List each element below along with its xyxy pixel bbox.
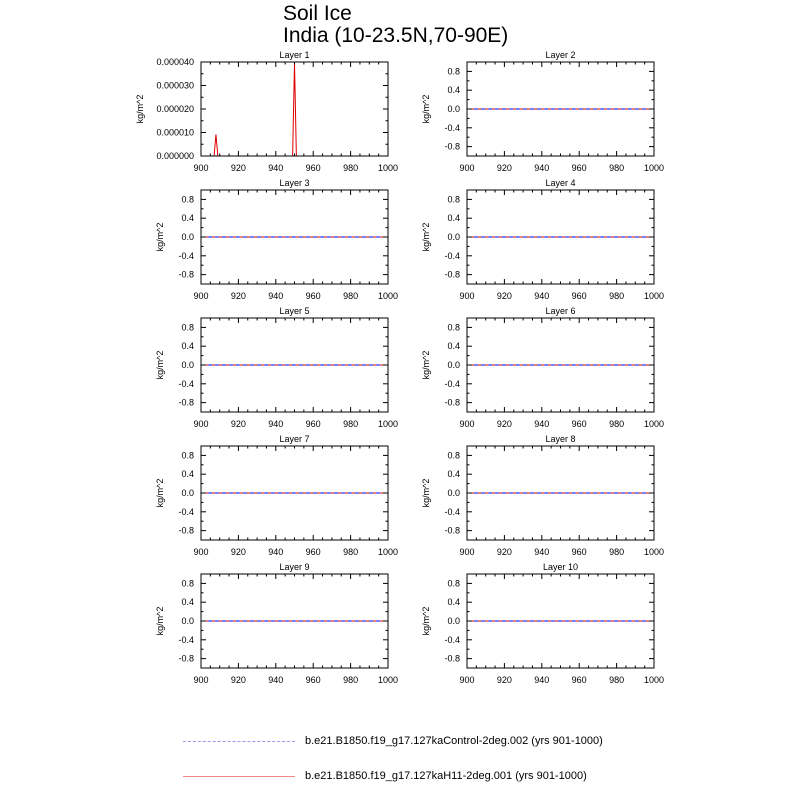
y-axis-label: kg/m^2 <box>421 94 431 124</box>
y-tick-label: 0.8 <box>447 322 460 333</box>
panel-title: Layer 10 <box>542 562 579 572</box>
x-tick-label: 960 <box>305 547 321 557</box>
x-tick-label: 1000 <box>643 675 665 685</box>
x-tick-label: 1000 <box>377 419 399 429</box>
x-tick-label: 900 <box>459 163 475 173</box>
y-tick-label: -0.8 <box>444 525 460 536</box>
x-tick-label: 940 <box>268 291 284 301</box>
y-tick-label: 0.0 <box>181 360 194 370</box>
y-tick-label: -0.8 <box>178 653 194 664</box>
x-tick-label: 940 <box>534 291 550 301</box>
x-tick-label: 980 <box>609 547 625 557</box>
legend-label-control: b.e21.B1850.f19_g17.127kaControl-2deg.002 (yrs 901-1000) <box>305 735 603 747</box>
x-tick-label: 960 <box>571 419 587 429</box>
y-tick-label: 0.000040 <box>156 57 194 67</box>
y-axis-label: kg/m^2 <box>421 350 431 380</box>
chart-panel <box>421 178 664 301</box>
chart-panel <box>421 50 664 173</box>
y-tick-label: 0.8 <box>447 194 460 205</box>
y-tick-label: -0.8 <box>444 141 460 152</box>
y-tick-label: -0.4 <box>444 378 460 389</box>
legend-swatch-h11 <box>183 776 295 777</box>
x-tick-label: 900 <box>193 547 209 557</box>
x-tick-label: 960 <box>305 291 321 301</box>
chart-panel <box>155 306 398 429</box>
y-tick-label: 0.8 <box>447 66 460 77</box>
y-tick-label: 0.0 <box>181 488 194 498</box>
x-tick-label: 920 <box>496 291 512 301</box>
series-line <box>201 62 388 156</box>
x-tick-label: 980 <box>609 163 625 173</box>
y-tick-label: -0.8 <box>444 397 460 408</box>
y-tick-label: 0.0 <box>447 360 460 370</box>
y-tick-label: -0.8 <box>444 269 460 280</box>
y-axis-label: kg/m^2 <box>155 478 165 508</box>
x-tick-label: 920 <box>230 547 246 557</box>
x-tick-label: 900 <box>459 291 475 301</box>
x-tick-label: 900 <box>193 291 209 301</box>
y-axis-label: kg/m^2 <box>421 222 431 252</box>
y-tick-label: 0.0 <box>447 488 460 498</box>
x-tick-label: 1000 <box>643 163 665 173</box>
y-tick-label: 0.4 <box>447 85 460 96</box>
x-tick-label: 920 <box>496 163 512 173</box>
y-tick-label: 0.0 <box>447 232 460 242</box>
x-tick-label: 1000 <box>377 291 399 301</box>
x-tick-label: 920 <box>230 163 246 173</box>
y-tick-label: 0.4 <box>447 213 460 224</box>
x-tick-label: 980 <box>343 419 359 429</box>
y-tick-label: -0.4 <box>444 506 460 517</box>
y-tick-label: 0.4 <box>447 469 460 480</box>
y-tick-label: -0.8 <box>178 525 194 536</box>
y-tick-label: 0.0 <box>447 616 460 626</box>
y-tick-label: 0.000020 <box>156 104 194 114</box>
y-tick-label: 0.000030 <box>156 80 194 91</box>
y-axis-label: kg/m^2 <box>155 606 165 636</box>
x-tick-label: 920 <box>496 675 512 685</box>
panel-title: Layer 4 <box>545 178 576 188</box>
x-tick-label: 1000 <box>377 547 399 557</box>
y-tick-label: 0.8 <box>181 322 194 333</box>
y-tick-label: 0.4 <box>181 469 194 480</box>
panel-title: Layer 5 <box>279 306 310 316</box>
y-tick-label: 0.000000 <box>156 151 194 161</box>
x-tick-label: 1000 <box>643 419 665 429</box>
x-tick-label: 960 <box>571 163 587 173</box>
x-tick-label: 960 <box>305 675 321 685</box>
y-tick-label: -0.4 <box>178 378 194 389</box>
x-tick-label: 920 <box>496 547 512 557</box>
panel-title: Layer 7 <box>279 434 310 444</box>
y-tick-label: 0.4 <box>447 341 460 352</box>
x-tick-label: 900 <box>193 419 209 429</box>
x-tick-label: 920 <box>230 675 246 685</box>
y-tick-label: 0.0 <box>447 104 460 114</box>
y-tick-label: 0.0 <box>181 232 194 242</box>
y-tick-label: 0.0 <box>181 616 194 626</box>
panel-title: Layer 1 <box>279 50 310 60</box>
x-tick-label: 960 <box>571 547 587 557</box>
chart-panel <box>421 434 664 557</box>
x-tick-label: 1000 <box>377 675 399 685</box>
y-axis-label: kg/m^2 <box>135 94 145 124</box>
y-tick-label: 0.4 <box>181 341 194 352</box>
figure-subtitle: India (10-23.5N,70-90E) <box>283 24 509 47</box>
chart-panel <box>155 178 398 301</box>
x-tick-label: 920 <box>230 419 246 429</box>
x-tick-label: 940 <box>268 547 284 557</box>
y-tick-label: -0.4 <box>178 634 194 645</box>
y-tick-label: 0.8 <box>447 450 460 461</box>
x-tick-label: 980 <box>343 291 359 301</box>
y-tick-label: -0.8 <box>444 653 460 664</box>
x-tick-label: 940 <box>534 547 550 557</box>
y-tick-label: 0.8 <box>181 450 194 461</box>
panel-title: Layer 6 <box>545 306 576 316</box>
legend-swatch-control <box>183 741 295 742</box>
x-tick-label: 1000 <box>643 547 665 557</box>
y-tick-label: 0.000010 <box>156 127 194 138</box>
y-axis-label: kg/m^2 <box>155 350 165 380</box>
x-tick-label: 960 <box>305 419 321 429</box>
y-axis-label: kg/m^2 <box>421 606 431 636</box>
y-tick-label: 0.4 <box>447 597 460 608</box>
chart-panel <box>421 306 664 429</box>
figure-title: Soil Ice <box>283 2 352 25</box>
panel-title: Layer 3 <box>279 178 310 188</box>
x-tick-label: 980 <box>609 291 625 301</box>
y-tick-label: -0.8 <box>178 397 194 408</box>
x-tick-label: 900 <box>459 675 475 685</box>
chart-panel <box>155 434 398 557</box>
y-tick-label: 0.8 <box>181 578 194 589</box>
x-tick-label: 960 <box>305 163 321 173</box>
x-tick-label: 980 <box>609 675 625 685</box>
chart-panel <box>155 562 398 685</box>
x-tick-label: 900 <box>193 163 209 173</box>
legend-label-h11: b.e21.B1850.f19_g17.127kaH11-2deg.001 (yrs 901-1000) <box>305 770 587 782</box>
x-tick-label: 980 <box>343 547 359 557</box>
y-tick-label: -0.4 <box>178 506 194 517</box>
x-tick-label: 900 <box>459 419 475 429</box>
y-tick-label: -0.4 <box>444 122 460 133</box>
x-tick-label: 940 <box>534 419 550 429</box>
x-tick-label: 920 <box>230 291 246 301</box>
chart-panel <box>421 562 664 685</box>
y-tick-label: 0.4 <box>181 597 194 608</box>
panel-title: Layer 8 <box>545 434 576 444</box>
x-tick-label: 980 <box>343 163 359 173</box>
y-axis-label: kg/m^2 <box>421 478 431 508</box>
y-tick-label: 0.8 <box>447 578 460 589</box>
x-tick-label: 920 <box>496 419 512 429</box>
x-tick-label: 940 <box>268 163 284 173</box>
y-axis-label: kg/m^2 <box>155 222 165 252</box>
x-tick-label: 940 <box>268 419 284 429</box>
y-tick-label: -0.4 <box>444 634 460 645</box>
x-tick-label: 960 <box>571 291 587 301</box>
x-tick-label: 900 <box>459 547 475 557</box>
x-tick-label: 900 <box>193 675 209 685</box>
x-tick-label: 940 <box>534 163 550 173</box>
x-tick-label: 940 <box>534 675 550 685</box>
x-tick-label: 980 <box>609 419 625 429</box>
panel-title: Layer 9 <box>279 562 310 572</box>
y-tick-label: -0.4 <box>178 250 194 261</box>
y-tick-label: 0.4 <box>181 213 194 224</box>
y-tick-label: 0.8 <box>181 194 194 205</box>
chart-panel <box>135 50 398 173</box>
x-tick-label: 940 <box>268 675 284 685</box>
y-tick-label: -0.4 <box>444 250 460 261</box>
x-tick-label: 1000 <box>377 163 399 173</box>
y-tick-label: -0.8 <box>178 269 194 280</box>
x-tick-label: 960 <box>571 675 587 685</box>
x-tick-label: 1000 <box>643 291 665 301</box>
panel-title: Layer 2 <box>545 50 576 60</box>
x-tick-label: 980 <box>343 675 359 685</box>
